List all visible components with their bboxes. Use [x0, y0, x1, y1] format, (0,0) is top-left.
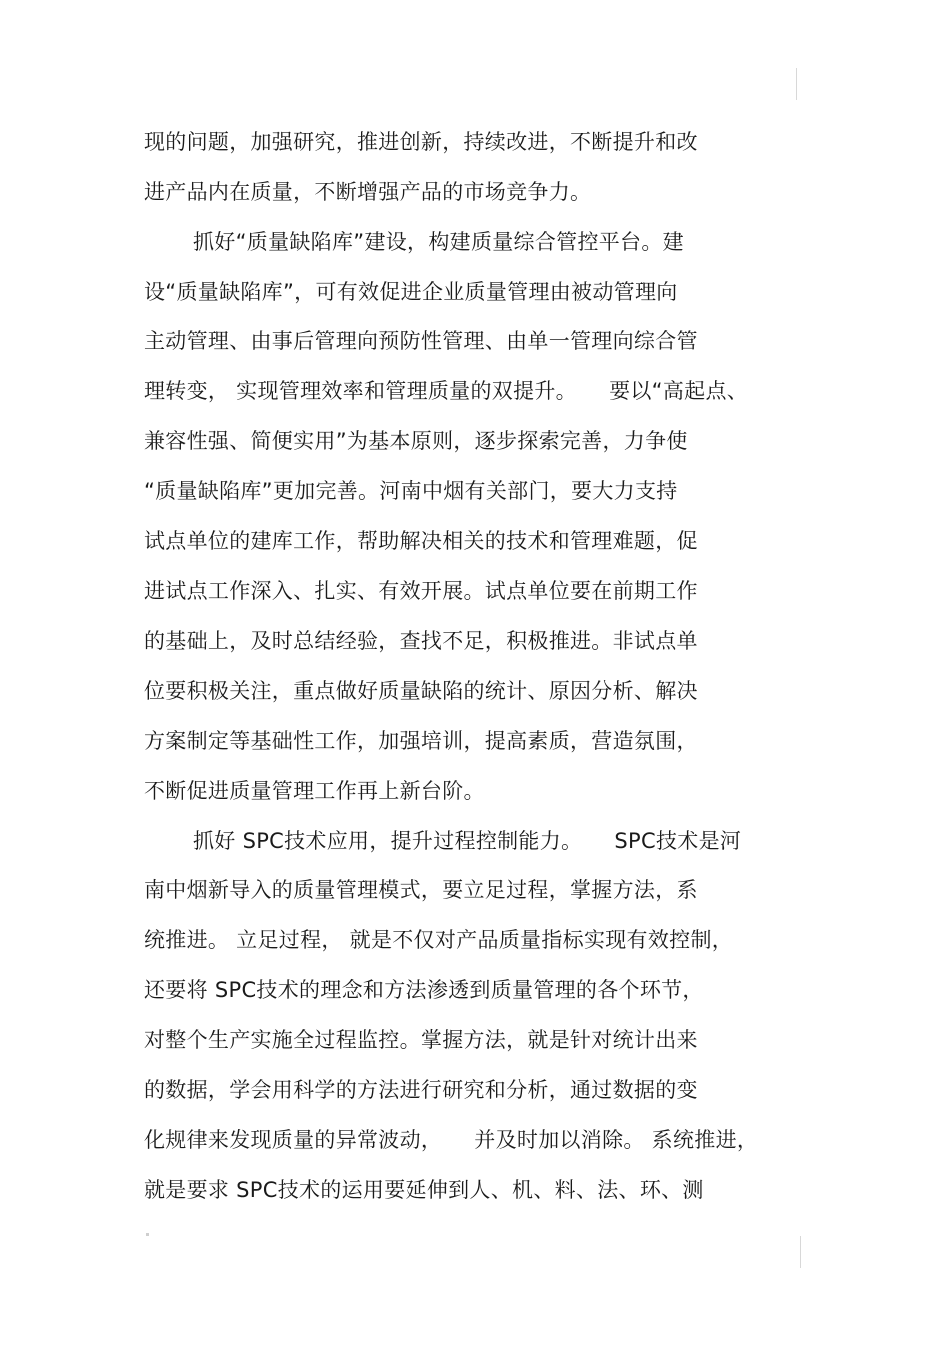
text-line: 的基础上，及时总结经验，查找不足，积极推进。非试点单 [144, 629, 698, 653]
text-line: 兼容性强、简便实用”为基本原则，逐步探索完善，力争使 [144, 429, 688, 453]
paragraph-start-line: 抓好“质量缺陷库”建设，构建质量综合管控平台。建 [193, 230, 684, 254]
text-line: 试点单位的建库工作，帮助解决相关的技术和管理难题，促 [144, 529, 698, 553]
text-line: 南中烟新导入的质量管理模式，要立足过程，掌握方法，系 [144, 878, 698, 902]
text-line: 不断促进质量管理工作再上新台阶。 [144, 779, 485, 803]
text-line: 统推进。 立足过程， 就是不仅对产品质量指标实现有效控制， [144, 928, 734, 952]
text-line: 对整个生产实施全过程监控。掌握方法，就是针对统计出来 [144, 1028, 698, 1052]
text-line: 方案制定等基础性工作，加强培训，提高素质，营造氛围， [144, 729, 698, 753]
page-margin-mark-top [796, 68, 797, 100]
page-margin-mark-bottom [800, 1236, 801, 1268]
text-line: 设“质量缺陷库”，可有效促进企业质量管理由被动管理向 [144, 280, 678, 304]
text-line: 进产品内在质量，不断增强产品的市场竞争力。 [144, 180, 592, 204]
text-line: 化规律来发现质量的异常波动， 并及时加以消除。 系统推进， [144, 1128, 759, 1152]
text-line: 进试点工作深入、扎实、有效开展。试点单位要在前期工作 [144, 579, 698, 603]
page-corner-mark [146, 1233, 149, 1236]
paragraph-start-line: 抓好 SPC技术应用，提升过程控制能力。 SPC技术是河 [193, 829, 742, 853]
text-line: 主动管理、由事后管理向预防性管理、由单一管理向综合管 [144, 329, 698, 353]
text-line: “质量缺陷库”更加完善。河南中烟有关部门，要大力支持 [144, 479, 678, 503]
text-line: 现的问题，加强研究，推进创新，持续改进，不断提升和改 [144, 130, 698, 154]
text-line: 理转变， 实现管理效率和管理质量的双提升。 要以“高起点、 [144, 379, 749, 403]
text-line: 还要将 SPC技术的理念和方法渗透到质量管理的各个环节， [144, 978, 704, 1002]
text-line: 位要积极关注，重点做好质量缺陷的统计、原因分析、解决 [144, 679, 698, 703]
text-line: 的数据，学会用科学的方法进行研究和分析，通过数据的变 [144, 1078, 698, 1102]
text-line: 就是要求 SPC技术的运用要延伸到人、机、料、法、环、测 [144, 1178, 704, 1202]
